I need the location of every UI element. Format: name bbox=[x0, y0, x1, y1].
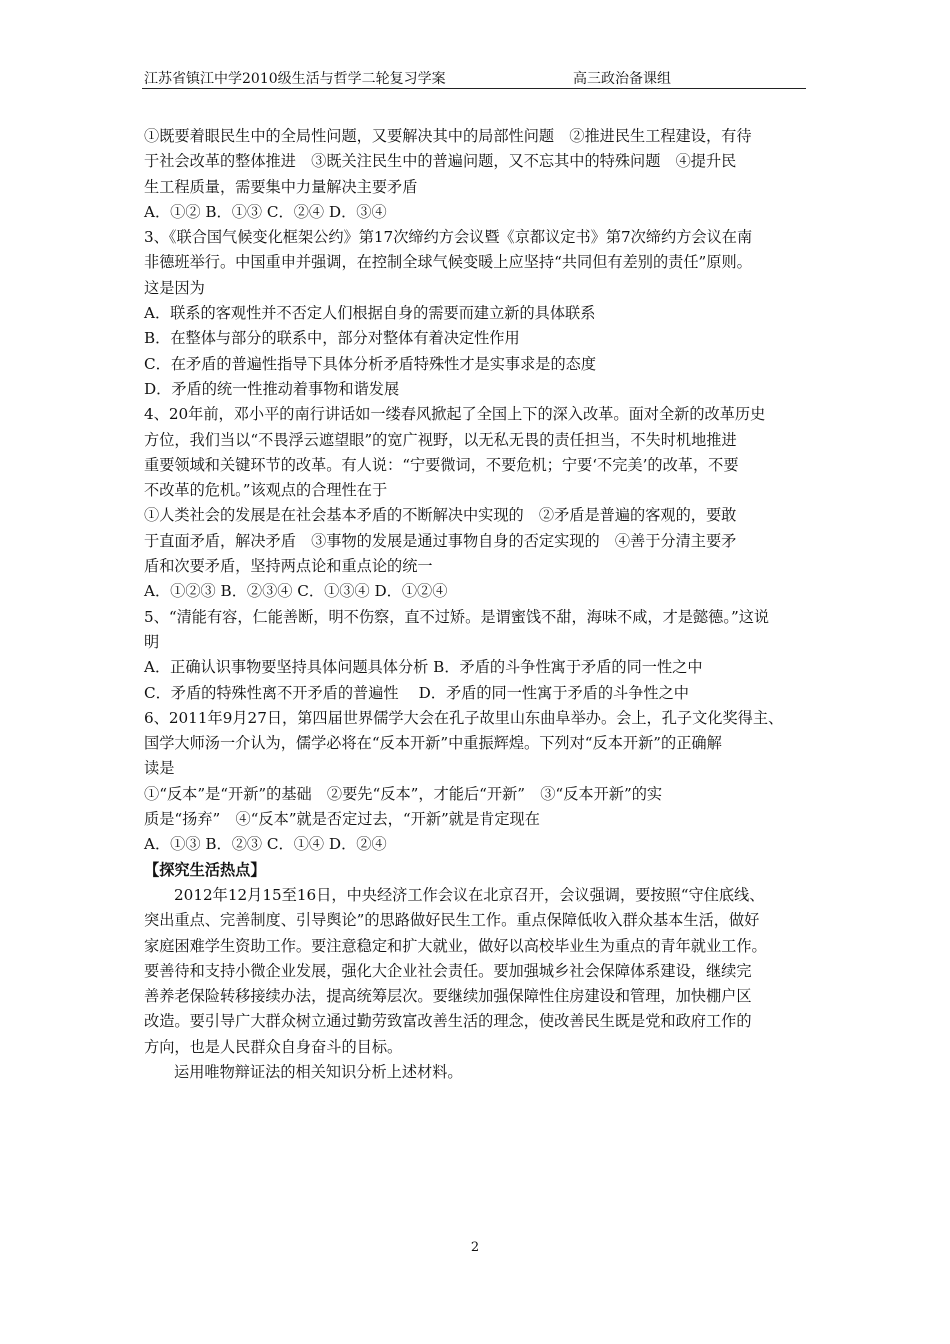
option-a-b: A．正确认识事物要坚持具体问题具体分析 B．矛盾的斗争性寓于矛盾的同一性之中 bbox=[144, 658, 703, 677]
answer-options: A．①② B．①③ C．②④ D．③④ bbox=[144, 202, 387, 221]
text-line: 质是“扬弃” ④“反本”就是否定过去，“开新”就是肯定现在 bbox=[144, 810, 540, 829]
answer-options: A．①③ B．②③ C．①④ D．②④ bbox=[144, 835, 387, 854]
task-instruction: 运用唯物辩证法的相关知识分析上述材料。 bbox=[174, 1062, 463, 1081]
text-line: 读是 bbox=[144, 759, 175, 778]
document-body bbox=[144, 124, 808, 1085]
paragraph-line: 善养老保险转移接续办法，提高统筹层次。要继续加强保障性住房建设和管理，加快棚户区 bbox=[144, 987, 752, 1006]
text-line: 于直面矛盾，解决矛盾 ③事物的发展是通过事物自身的否定实现的 ④善于分清主要矛 bbox=[144, 531, 737, 550]
text-line: 方位，我们当以“不畏浮云遮望眼”的宽广视野，以无私无畏的责任担当，不失时机地推进 bbox=[144, 430, 737, 449]
text-line: 于社会改革的整体推进 ③既关注民生中的普遍问题，又不忘其中的特殊问题 ④提升民 bbox=[144, 152, 737, 171]
text-line: ①“反本”是“开新”的基础 ②要先“反本”，才能后“开新” ③“反本开新”的实 bbox=[144, 784, 663, 803]
option-b: B．在整体与部分的联系中，部分对整体有着决定性作用 bbox=[144, 329, 520, 348]
header-group-name: 高三政治备课组 bbox=[573, 71, 671, 87]
text-line: 国学大师汤一介认为，儒学必将在“反本开新”中重振辉煌。下列对“反本开新”的正确解 bbox=[144, 734, 722, 753]
answer-options: A．①②③ B．②③④ C．①③④ D．①②④ bbox=[144, 582, 448, 601]
paragraph-line: 家庭困难学生资助工作。要注意稳定和扩大就业，做好以高校毕业生为重点的青年就业工作。 bbox=[144, 936, 767, 955]
question-6: 6、2011年9月27日，第四届世界儒学大会在孔子故里山东曲阜举办。会上，孔子文化奖得主、 bbox=[144, 708, 784, 727]
text-line: 非德班举行。中国重申并强调，在控制全球气候变暖上应坚持“共同但有差别的责任”原则。 bbox=[144, 253, 752, 272]
paragraph-line: 2012年12月15至16日，中央经济工作会议在北京召开，会议强调，要按照“守住底线、 bbox=[174, 885, 765, 904]
text-line: 重要领域和关键环节的改革。有人说：“宁要微词，不要危机；宁要‘不完美’的改革，不要 bbox=[144, 455, 739, 474]
text-line: 这是因为 bbox=[144, 278, 205, 297]
question-3: 3、《联合国气候变化框架公约》第17次缔约方会议暨《京都议定书》第7次缔约方会议在南 bbox=[144, 228, 753, 247]
text-line: ①既要着眼民生中的全局性问题，又要解决其中的局部性问题 ②推进民生工程建设，有待 bbox=[144, 127, 752, 145]
paragraph-line: 方向，也是人民群众自身奋斗的目标。 bbox=[144, 1037, 403, 1056]
text-line: 盾和次要矛盾，坚持两点论和重点论的统一 bbox=[144, 557, 433, 576]
option-c-d: C．矛盾的特殊性离不开矛盾的普遍性 D．矛盾的同一性寓于矛盾的斗争性之中 bbox=[144, 683, 689, 702]
header-school-title: 江苏省镇江中学2010级生活与哲学二轮复习学案 bbox=[144, 71, 446, 87]
text-line: 不改革的危机。”该观点的合理性在于 bbox=[144, 481, 388, 500]
text-line: 明 bbox=[144, 632, 160, 651]
text-line: ①人类社会的发展是在社会基本矛盾的不断解决中实现的 ②矛盾是普遍的客观的，要敢 bbox=[144, 506, 737, 525]
option-d: D．矛盾的统一性推动着事物和谐发展 bbox=[144, 379, 400, 398]
section-title: 【探究生活热点】 bbox=[144, 860, 266, 879]
paragraph-line: 突出重点、完善制度、引导舆论”的思路做好民生工作。重点保障低收入群众基本生活，做好 bbox=[144, 911, 760, 930]
paragraph-line: 要善待和支持小微企业发展，强化大企业社会责任。要加强城乡社会保障体系建设，继续完 bbox=[144, 961, 752, 980]
option-a: A．联系的客观性并不否定人们根据自身的需要而建立新的具体联系 bbox=[144, 304, 596, 323]
question-5: 5、“清能有容，仁能善断，明不伤察，直不过矫。是谓蜜饯不甜，海味不咸，才是懿德。”这说 bbox=[144, 607, 770, 626]
text-line: 生工程质量，需要集中力量解决主要矛盾 bbox=[144, 177, 418, 196]
paragraph-line: 改造。要引导广大群众树立通过勤劳致富改善生活的理念，使改善民生既是党和政府工作的 bbox=[144, 1012, 752, 1031]
question-4: 4、20年前，邓小平的南行讲话如一缕春风掀起了全国上下的深入改革。面对全新的改革历史 bbox=[144, 405, 766, 424]
page-header bbox=[142, 66, 806, 89]
page-number: 2 bbox=[470, 1240, 480, 1255]
option-c: C．在矛盾的普遍性指导下具体分析矛盾特殊性才是实事求是的态度 bbox=[144, 354, 597, 373]
